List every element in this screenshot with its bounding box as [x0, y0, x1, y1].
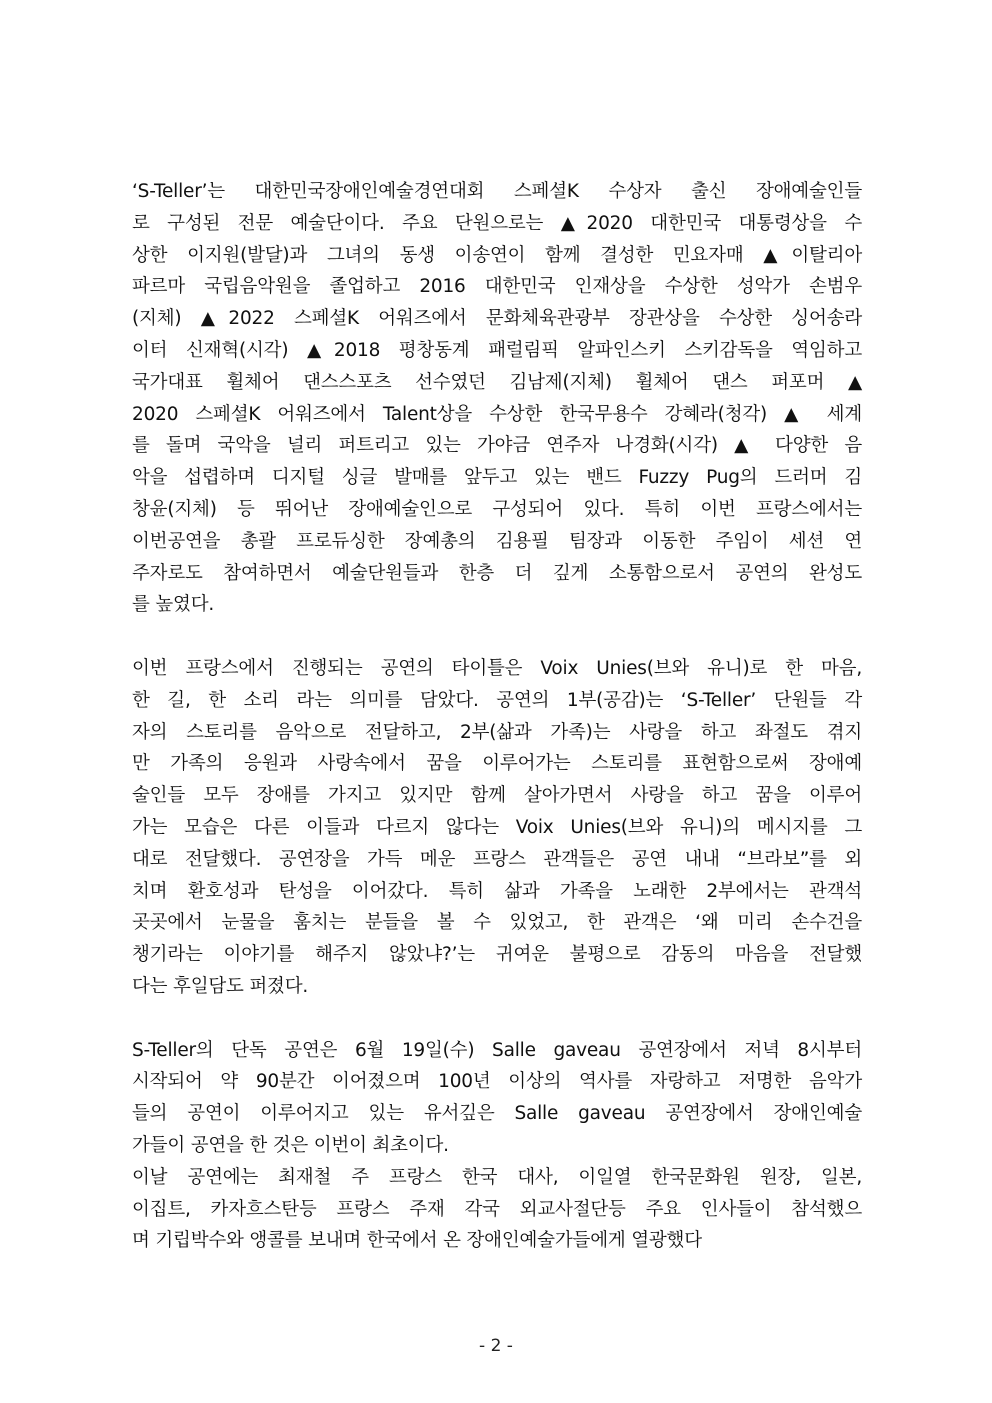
text-line: 이번 프랑스에서 진행되는 공연의 타이틀은 Voix Unies(브와 유니)로 한 마음, [132, 657, 862, 679]
text-line: 치며 환호성과 탄성을 이어갔다. 특히 삶과 가족을 노래한 2부에서는 관객석 [132, 880, 862, 902]
text-line: 를 높였다. [132, 594, 215, 616]
paragraph-1 [132, 176, 862, 621]
text-line: 상한 이지원(발달)과 그녀의 동생 이송연이 함께 결성한 민요자매 ▲이탈리아 [132, 244, 862, 266]
text-line: 이날 공연에는 최재철 주 프랑스 한국 대사, 이일열 한국문화원 원장, 일본, [132, 1166, 862, 1188]
text-line: 며 기립박수와 앵콜를 보내며 한국에서 온 장애인예술가들에게 열광했다 [132, 1230, 702, 1252]
text-line: 파르마 국립음악원을 졸업하고 2016 대한민국 인재상을 수상한 성악가 손범우 [132, 276, 862, 298]
text-line: 이집트, 카자흐스탄등 프랑스 주재 각국 외교사절단등 주요 인사들이 참석했으 [132, 1198, 862, 1220]
text-line: 술인들 모두 장애를 가지고 있지만 함께 살아가면서 사랑을 하고 꿈을 이루어 [132, 785, 862, 807]
text-line: 주자로도 참여하면서 예술단원들과 한층 더 깊게 소통함으로서 공연의 완성도 [132, 562, 862, 584]
paragraph-spacer [132, 1003, 862, 1035]
text-line: 챙기라는 이야기를 해주지 않았냐?’는 귀여운 불평으로 감동의 마음을 전달했 [132, 944, 862, 966]
text-line: 창윤(지체) 등 뛰어난 장애예술인으로 구성되어 있다. 특히 이번 프랑스에서는 [132, 498, 862, 520]
text-line: 가들이 공연을 한 것은 이번이 최초이다. [132, 1134, 449, 1156]
text-line: 곳곳에서 눈물을 훔치는 분들을 볼 수 있었고, 한 관객은 ‘왜 미리 손수건을 [132, 912, 862, 934]
paragraph-3 [132, 1035, 862, 1258]
text-line: 대로 전달했다. 공연장을 가득 메운 프랑스 관객들은 공연 내내 “브라보”를 외 [132, 848, 862, 870]
text-line: 이번공연을 총괄 프로듀싱한 장예총의 김용필 팀장과 이동한 주임이 세션 연 [132, 530, 862, 552]
text-line: ‘S-Teller’는 대한민국장애인예술경연대회 스페셜K 수상자 출신 장애예술인들 [132, 181, 862, 202]
text-line: 한 길, 한 소리 라는 의미를 담았다. 공연의 1부(공감)는 ‘S-Teller’ 단원들 각 [132, 689, 862, 711]
text-line: (지체) ▲2022 스페셜K 어워즈에서 문화체육관광부 장관상을 수상한 싱어송라 [132, 308, 862, 330]
text-line: 2020 스페셜K 어워즈에서 Talent상을 수상한 한국무용수 강혜라(청각) ▲ 세계 [132, 403, 862, 425]
text-line: 자의 스토리를 음악으로 전달하고, 2부(삶과 가족)는 사랑을 하고 좌절도 겪지 [132, 721, 862, 743]
text-line: 이터 신재혁(시각) ▲2018 평창동계 패럴림픽 알파인스키 스키감독을 역임하고 [132, 339, 862, 361]
paragraph-2 [132, 653, 862, 1003]
text-line: 시작되어 약 90분간 이어졌으며 100년 이상의 역사를 자랑하고 저명한 음악가 [132, 1071, 862, 1093]
paragraph-spacer [132, 621, 862, 653]
document-body [132, 176, 862, 1257]
text-line: 다는 후일담도 퍼졌다. [132, 975, 309, 997]
text-line: 국가대표 휠체어 댄스스포츠 선수였던 김남제(지체) 휠체어 댄스 퍼포머 ▲ [132, 371, 862, 393]
text-line: S-Teller의 단독 공연은 6월 19일(수) Salle gaveau 공연장에서 저녁 8시부터 [132, 1039, 862, 1061]
text-line: 가는 모습은 다른 이들과 다르지 않다는 Voix Unies(브와 유니)의 메시지를 그 [132, 816, 862, 838]
text-line: 로 구성된 전문 예술단이다. 주요 단원으로는 ▲2020 대한민국 대통령상을 수 [132, 212, 862, 234]
text-line: 를 돌며 국악을 널리 퍼트리고 있는 가야금 연주자 나경화(시각) ▲ 다양한 음 [132, 435, 862, 457]
page-number: - 2 - [479, 1336, 513, 1356]
text-line: 들의 공연이 이루어지고 있는 유서깊은 Salle gaveau 공연장에서 장애인예술 [132, 1103, 862, 1125]
text-line: 악을 섭렵하며 디지털 싱글 발매를 앞두고 있는 밴드 Fuzzy Pug의 드러머 김 [132, 467, 862, 489]
text-line: 만 가족의 응원과 사랑속에서 꿈을 이루어가는 스토리를 표현함으로써 장애예 [132, 753, 862, 775]
